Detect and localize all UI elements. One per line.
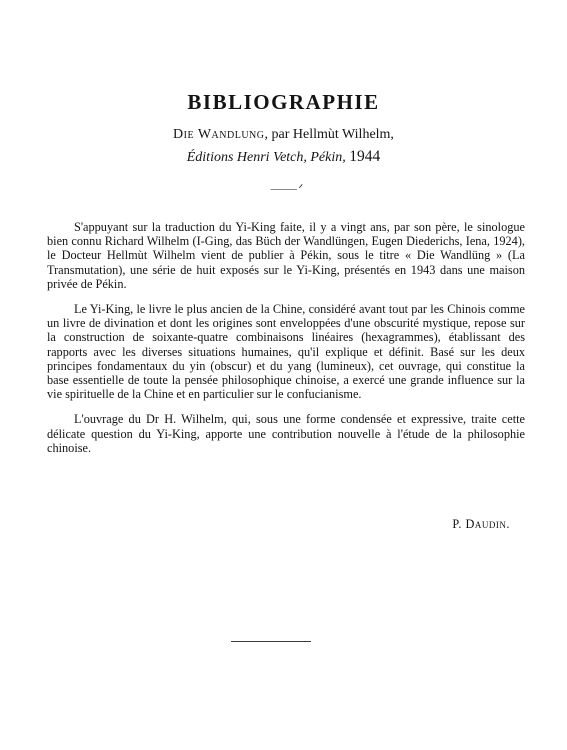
book-author: , par Hellmùt Wilhelm, bbox=[264, 127, 394, 142]
ornament-divider: ⸻ᐟ bbox=[270, 183, 305, 195]
book-year: 1944 bbox=[349, 148, 381, 165]
book-publisher: Éditions Henri Vetch, Pékin, bbox=[186, 150, 346, 165]
review-body bbox=[47, 220, 525, 466]
review-paragraph-2: Le Yi-King, le livre le plus ancien de la Chine, considéré avant tout par les Chinois comme un livre de divination et dont les origines sont enveloppées d'une obscurité mystique, repose sur la construction de soixante-quatre combinaisons linéaires (hexagrammes), établissant des rapports avec les diverses situations humaines, qu'il explique et définit. Basé sur les deux principes fondamentaux du yin (obscur) et du yang (lumineux), cet ouvrage, qui constitue la base essentielle de toute la pensée philosophique chinoise, a exercé une grande influence sur la vie spirituelle de la Chine et en particulier sur le confucianisme. bbox=[47, 302, 525, 402]
book-byline bbox=[0, 127, 567, 143]
book-title: Die Wandlung bbox=[173, 127, 265, 142]
bottom-rule bbox=[231, 641, 311, 642]
signature-text: P. Daudin. bbox=[452, 517, 510, 531]
section-title: BIBLIOGRAPHIE bbox=[187, 90, 380, 114]
review-signature bbox=[452, 517, 510, 532]
review-paragraph-3: L'ouvrage du Dr H. Wilhelm, qui, sous une forme condensée et expressive, traite cette délicate question du Yi-King, apporte une contribution nouvelle à l'étude de la philosophie chinoise. bbox=[47, 412, 525, 455]
review-paragraph-1: S'appuyant sur la traduction du Yi-King faite, il y a vingt ans, par son père, le sinologue bien connu Richard Wilhelm (I-Ging, das Büch der Wandlüngen, Eugen Diederichs, Iena, 1924), le Docteur Hellmùt Wilhelm vient de publier à Pékin, sous le titre « Die Wandlüng » (La Transmutation), une série de huit exposés sur le Yi-King, présentés en 1943 dans une maison privée de Pékin. bbox=[47, 220, 525, 291]
book-publisher-line bbox=[0, 148, 567, 166]
